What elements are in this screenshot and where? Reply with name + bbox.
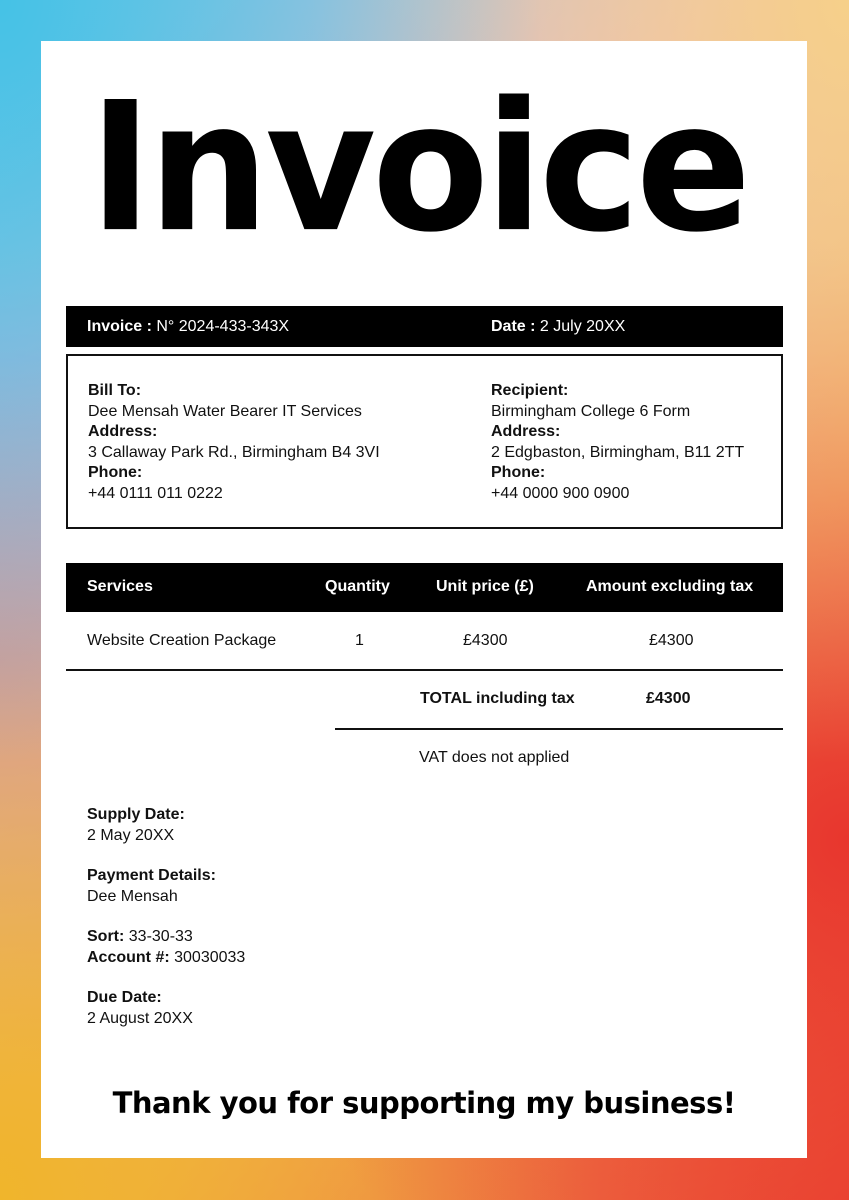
recipient-name: Birmingham College 6 Form xyxy=(491,402,691,420)
account-label: Account #: xyxy=(87,948,170,966)
invoice-number-label: Invoice : xyxy=(87,318,152,335)
invoice-date-value: 2 July 20XX xyxy=(539,318,626,335)
payment-label: Payment Details: xyxy=(87,867,216,884)
header-amount: Amount excluding tax xyxy=(586,578,754,595)
due-date-group xyxy=(87,988,245,1029)
recipient-section xyxy=(491,381,744,504)
recipient-phone: +44 0000 900 0900 xyxy=(491,484,630,502)
total-value: £4300 xyxy=(646,690,691,707)
sort-label: Sort: xyxy=(87,928,125,945)
recipient-phone-label: Phone: xyxy=(491,464,546,481)
bill-to-phone-label: Phone: xyxy=(88,464,143,481)
bill-to-label: Bill To: xyxy=(88,382,142,399)
row-quantity: 1 xyxy=(355,632,364,649)
bill-to-address: 3 Callaway Park Rd., Birmingham B4 3VI xyxy=(88,443,380,461)
supply-date-group xyxy=(87,805,245,846)
vat-note: VAT does not applied xyxy=(419,749,570,766)
invoice-header-bar xyxy=(66,306,783,347)
payment-group xyxy=(87,866,245,907)
header-quantity: Quantity xyxy=(325,578,390,595)
table-row xyxy=(66,612,783,671)
invoice-date xyxy=(491,318,625,336)
invoice-paper xyxy=(41,41,807,1158)
due-date-value: 2 August 20XX xyxy=(87,1009,193,1027)
supply-date-label: Supply Date: xyxy=(87,806,185,823)
invoice-number-value: N° 2024-433-343X xyxy=(156,318,290,335)
bill-to-address-label: Address: xyxy=(88,423,158,440)
total-label: TOTAL including tax xyxy=(420,690,575,707)
header-services: Services xyxy=(87,578,153,595)
payment-name: Dee Mensah xyxy=(87,887,178,905)
account-value: 30030033 xyxy=(174,948,246,966)
row-service: Website Creation Package xyxy=(87,632,277,649)
bill-to-name: Dee Mensah Water Bearer IT Services xyxy=(88,402,362,420)
recipient-address-label: Address: xyxy=(491,423,561,440)
bill-to-section xyxy=(88,381,380,504)
thank-you-message: Thank you for supporting my business! xyxy=(112,1086,736,1120)
bill-to-phone: +44 0111 011 0222 xyxy=(88,484,223,502)
billing-box xyxy=(66,354,783,529)
header-unit-price: Unit price (£) xyxy=(436,578,534,595)
supply-date-value: 2 May 20XX xyxy=(87,826,175,844)
payment-details xyxy=(87,805,245,1049)
sort-value: 33-30-33 xyxy=(128,928,193,945)
total-row xyxy=(335,671,783,730)
recipient-address: 2 Edgbaston, Birmingham, B11 2TT xyxy=(491,443,745,461)
row-amount: £4300 xyxy=(649,632,694,649)
page-title: Invoice xyxy=(89,64,748,273)
due-date-label: Due Date: xyxy=(87,989,162,1006)
row-unit-price: £4300 xyxy=(463,632,508,649)
invoice-date-label: Date : xyxy=(491,318,536,335)
table-header xyxy=(66,563,783,612)
bank-group xyxy=(87,927,245,968)
invoice-number xyxy=(87,318,289,336)
recipient-label: Recipient: xyxy=(491,382,569,399)
